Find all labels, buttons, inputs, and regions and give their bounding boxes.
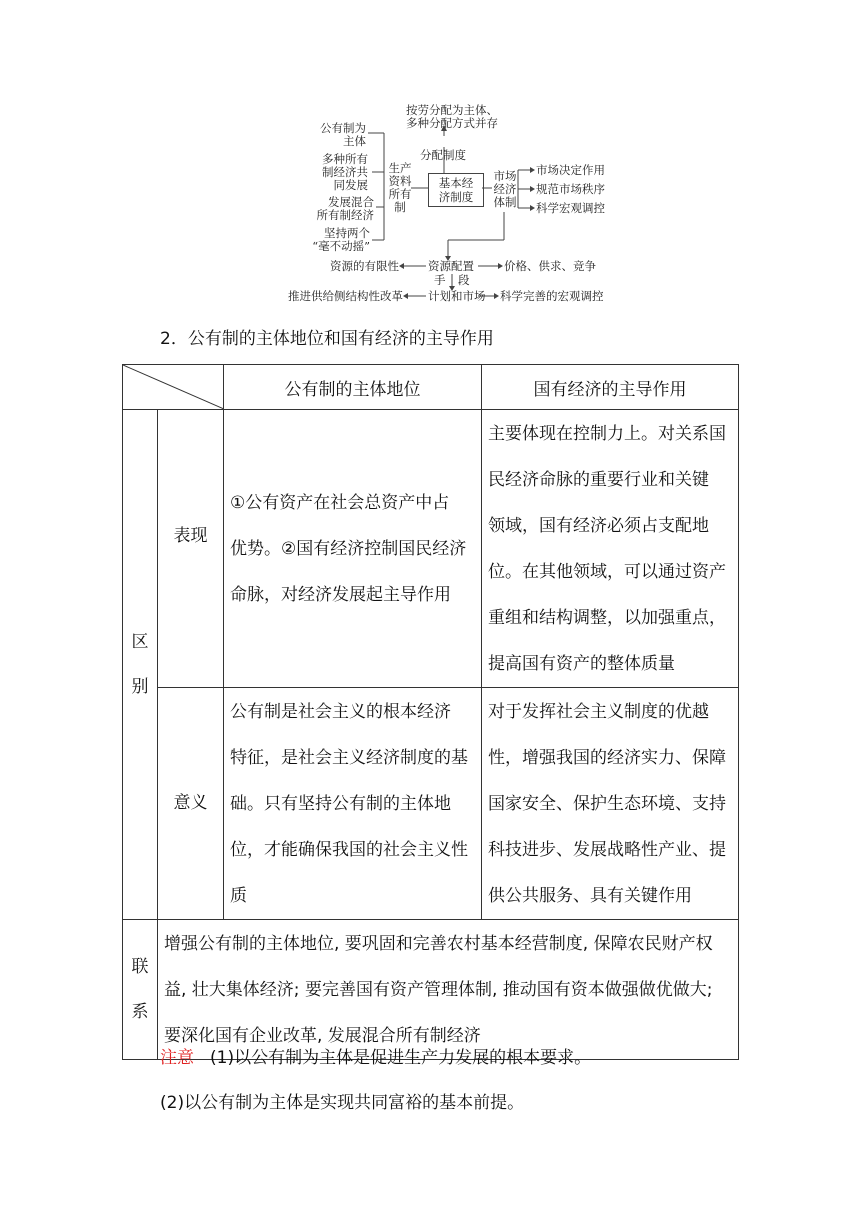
price-supply-competition: 价格、供求、竞争 <box>504 259 596 273</box>
right-item-order: 规范市场秩序 <box>536 182 605 196</box>
ownership-label: 生产 资料 所有 制 <box>388 161 412 214</box>
col1-header: 公有制的主体地位 <box>224 365 482 410</box>
note-label: 注意 <box>160 1048 194 1068</box>
left-item-two-unwavering: 坚持两个 “毫不动摇” <box>312 226 370 253</box>
plan-and-market: 计划和市场 <box>428 289 486 303</box>
economic-system-diagram <box>280 100 620 305</box>
market-economy-label: 市场 经济 体制 <box>493 169 517 209</box>
row2-col1-cell: 公有制是社会主义的根本经济 特征，是社会主义经济制度的基 础。只有坚持公有制的主体地 位，才能确保我国的社会主义性 质 <box>224 688 482 920</box>
macro-control: 科学完善的宏观调控 <box>500 289 604 303</box>
group-connection: 联 系 <box>123 920 158 1060</box>
note-line-2: (2)以公有制为主体是实现共同富裕的基本前提。 <box>160 1093 525 1113</box>
resource-allocation: 资源配置 <box>428 259 474 273</box>
diagonal-corner-cell <box>123 365 224 410</box>
connection-cell: 增强公有制的主体地位, 要巩固和完善农村基本经营制度, 保障农民财产权 益, 壮大集体经济; 要完善国有资产管理体制, 推动国有资本做强做优做大; 要深化国有企业改革, 发展混合所有制经济 <box>158 920 739 1060</box>
left-item-public: 公有制为 主体 <box>320 121 366 148</box>
right-item-market: 市场决定作用 <box>536 163 605 177</box>
group-difference: 区 别 <box>123 410 158 920</box>
row-label-performance: 表现 <box>158 410 224 688</box>
distribution-principle: 按劳分配为主体、 多种分配方式并存 <box>406 103 498 130</box>
supply-side-reform: 推进供给侧结构性改革 <box>288 289 403 303</box>
means-label-1: 手 <box>434 273 446 287</box>
row1-col1-cell: ①公有资产在社会总资产中占 优势。②国有经济控制国民经济 命脉，对经济发展起主导作用 <box>224 410 482 688</box>
row1-col2-cell: 主要体现在控制力上。对关系国 民经济命脉的重要行业和关键 领域，国有经济必须占支配地 位。在其他领域，可以通过资产 重组和结构调整，以加强重点， 提高国有资产的整体质量 <box>482 410 739 688</box>
left-item-multi: 多种所有 制经济共 同发展 <box>322 152 368 192</box>
section-heading: 2．公有制的主体地位和国有经济的主导作用 <box>160 329 494 349</box>
basic-economic-system-box: 基本经 济制度 <box>428 173 484 207</box>
note-text-1: (1)以公有制为主体是促进生产力发展的根本要求。 <box>210 1048 592 1068</box>
row2-col2-cell: 对于发挥社会主义制度的优越 性，增强我国的经济实力、保障 国家安全、保护生态环境、支持 科技进步、发展战略性产业、提 供公共服务、具有关键作用 <box>482 688 739 920</box>
right-item-macro: 科学宏观调控 <box>536 201 605 215</box>
row-label-significance: 意义 <box>158 688 224 920</box>
note-line-1 <box>160 1043 591 1068</box>
distribution-system-label: 分配制度 <box>420 148 466 162</box>
resource-scarcity: 资源的有限性 <box>330 259 399 273</box>
comparison-table <box>122 364 739 1060</box>
col2-header: 国有经济的主导作用 <box>482 365 739 410</box>
diagonal-line <box>123 365 224 409</box>
left-item-mixed: 发展混合 所有制经济 <box>316 195 374 222</box>
means-label-2: 段 <box>458 273 470 287</box>
